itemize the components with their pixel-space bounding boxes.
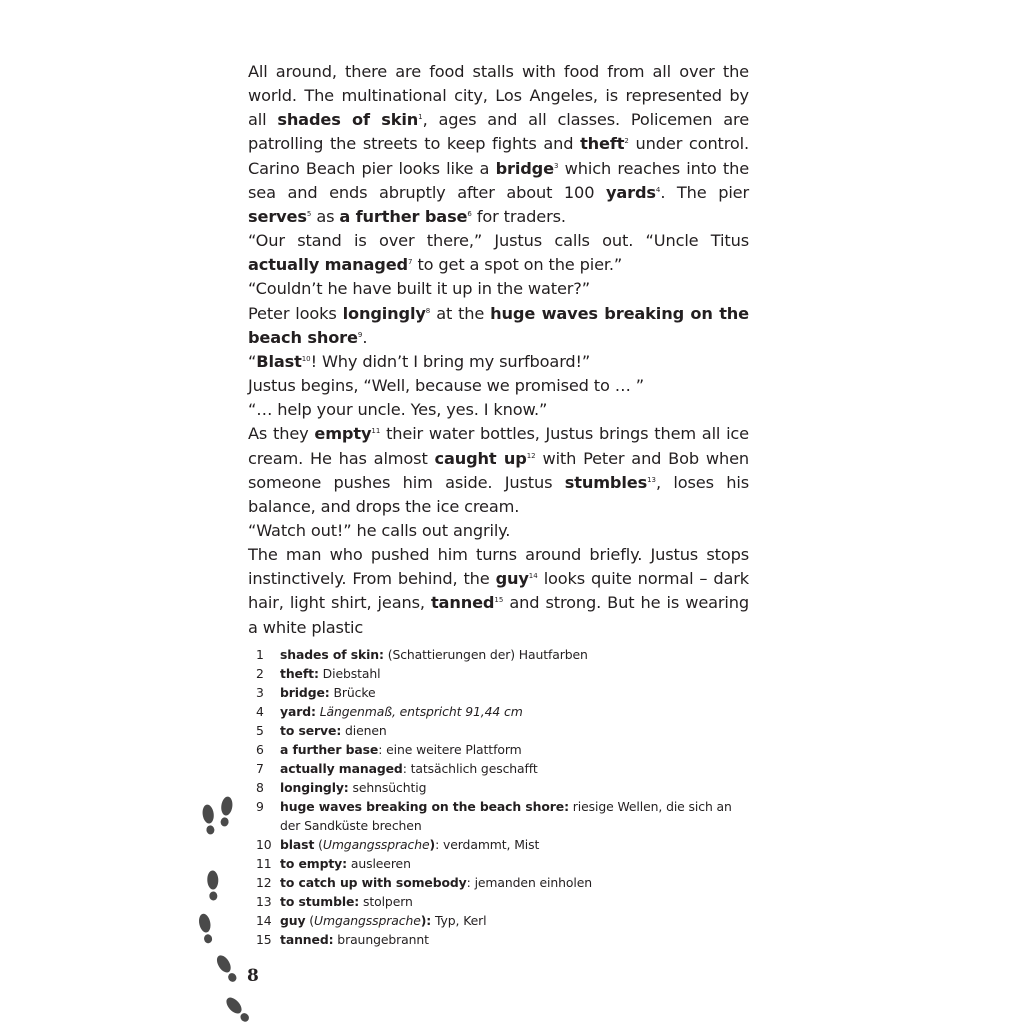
- footnote-ref: 7: [407, 258, 413, 267]
- text-run: , loses his balance, and drops the ice cream.: [248, 472, 749, 516]
- footnote-number: 12: [256, 875, 272, 890]
- text-run: with Peter and Bob when someone pushes him aside. Justus: [248, 448, 749, 492]
- vocab-term: to serve:: [280, 723, 342, 738]
- vocab-term: theft:: [280, 666, 319, 681]
- vocab-term: ):: [420, 913, 432, 928]
- text-run: Brücke: [329, 685, 376, 700]
- footnote-number: 9: [256, 799, 264, 814]
- text-run: Justus begins, “Well, because we promised to … ”: [248, 376, 645, 396]
- footnote-number: 11: [256, 856, 272, 871]
- text-run: dienen: [341, 723, 387, 738]
- text-run: ! Why didn’t I bring my surfboard!”: [310, 351, 591, 371]
- vocab-term: to stumble:: [280, 894, 360, 909]
- text-run: under control. Carino Beach pier looks like a: [248, 134, 749, 178]
- text-run: (: [305, 913, 315, 928]
- footprint-single: [207, 870, 219, 900]
- text-run: braungebrannt: [333, 932, 429, 947]
- footnote-ref: 11: [371, 427, 381, 436]
- vocab-term: caught up: [434, 448, 527, 468]
- vocab-term: to catch up with somebody: [280, 875, 467, 890]
- text-run: and strong. But he is wearing a white plastic: [248, 593, 749, 637]
- text-run: , ages and all classes. Policemen are patrolling the streets to keep fights and: [248, 110, 749, 154]
- footnote-ref: 13: [647, 475, 657, 484]
- footnote-ref: 14: [528, 572, 538, 581]
- vocab-term: tanned:: [280, 932, 334, 947]
- vocab-term: serves: [248, 206, 307, 226]
- vocab-term: Blast: [256, 351, 302, 371]
- text-run: : tatsächlich geschafft: [402, 761, 538, 776]
- vocab-term: a further base: [280, 742, 379, 757]
- vocab-term: actually managed: [280, 761, 403, 776]
- text-run: to get a spot on the pier.”: [412, 255, 623, 275]
- footnote-ref: 12: [526, 451, 536, 460]
- vocab-term: bridge:: [280, 685, 330, 700]
- vocab-term: stumbles: [564, 472, 648, 492]
- footnote-ref: 3: [553, 161, 559, 170]
- vocab-term: shades of skin:: [280, 647, 384, 662]
- footnote-ref: 10: [301, 354, 311, 363]
- footnote-number: 3: [256, 685, 264, 700]
- vocab-term: to empty:: [280, 856, 347, 871]
- text-run: sehnsüchtig: [348, 780, 427, 795]
- footnote-number: 5: [256, 723, 264, 738]
- vocab-term: longingly:: [280, 780, 349, 795]
- footnote-ref: 1: [418, 113, 423, 122]
- vocab-term: a further base: [339, 206, 468, 226]
- vocab-term: yard:: [280, 704, 316, 719]
- text-run: (: [314, 837, 323, 852]
- text-run: as: [311, 206, 340, 226]
- vocab-term: yards: [605, 182, 656, 202]
- italic-text: Umgangssprache: [322, 837, 430, 852]
- vocab-term: actually managed: [248, 255, 408, 275]
- text-run: . The pier: [660, 182, 749, 202]
- text-run: All around, there are food stalls with food from all over the world. The multinational city, Los Angeles, is represented by all: [248, 62, 749, 130]
- text-run: (Schattierungen der) Hautfarben: [383, 647, 588, 662]
- footnote-number: 4: [256, 704, 264, 719]
- footnote-number: 14: [256, 913, 272, 928]
- footnote-ref: 6: [467, 209, 472, 218]
- vocab-term: guy: [495, 569, 529, 589]
- footnote-number: 1: [256, 647, 264, 662]
- vocab-term: ): [429, 837, 436, 852]
- vocab-term: blast: [280, 837, 315, 852]
- footnote-number: 8: [256, 780, 264, 795]
- text-run: : verdammt, Mist: [435, 837, 540, 852]
- vocab-term: empty: [314, 424, 372, 444]
- vocab-term: tanned: [430, 593, 495, 613]
- text-run: riesige Wellen, die sich an der Sandküste brechen: [280, 799, 732, 833]
- italic-text: Längenmaß, entspricht 91,44 cm: [319, 704, 523, 719]
- italic-text: Umgangssprache: [314, 913, 421, 928]
- footnote-number: 10: [256, 837, 272, 852]
- footprint-pair: [201, 796, 233, 835]
- footnote-ref: 4: [655, 185, 661, 194]
- text-run: Typ, Kerl: [431, 913, 487, 928]
- text-run: ausleeren: [347, 856, 411, 871]
- text-run: As they: [248, 424, 315, 444]
- text-run: : eine weitere Plattform: [378, 742, 522, 757]
- text-run: which reaches into the sea and ends abruptly after about 100: [248, 158, 750, 202]
- footnote-number: 13: [256, 894, 272, 909]
- footnote-ref: 5: [306, 209, 312, 218]
- vocab-term: huge waves breaking on the beach shore:: [280, 799, 569, 814]
- text-run: : jemanden einholen: [466, 875, 593, 890]
- text-run: “: [248, 351, 257, 371]
- text-run: Peter looks: [248, 303, 343, 323]
- vocab-term: huge waves breaking on the beach shore: [248, 303, 749, 347]
- vocab-term: theft: [580, 134, 625, 154]
- footnote-ref: 8: [425, 306, 431, 315]
- footnote-number: 7: [256, 761, 264, 776]
- text-run: .: [362, 327, 368, 347]
- text-run: The man who pushed him turns around briefly. Justus stops instinctively. From behind, the: [248, 545, 749, 589]
- footnote-number: 2: [256, 666, 264, 681]
- text-run: “… help your uncle. Yes, yes. I know.”: [248, 400, 548, 420]
- footnote-number: 6: [256, 742, 264, 757]
- text-run: for traders.: [471, 206, 566, 226]
- text-run: stolpern: [359, 894, 413, 909]
- footprint-single: [224, 995, 252, 1024]
- footprint-single: [214, 953, 239, 984]
- vocab-term: shades of skin: [277, 110, 419, 130]
- page-number: 8: [247, 966, 259, 986]
- text-run: “Our stand is over there,” Justus calls out. “Uncle Titus: [248, 231, 749, 251]
- text-run: looks quite normal – dark hair, light shirt, jeans,: [248, 569, 749, 613]
- footprint-single: [197, 913, 214, 945]
- vocab-term: guy: [280, 913, 306, 928]
- text-run: “Watch out!” he calls out angrily.: [248, 520, 511, 540]
- vocab-term: bridge: [495, 158, 554, 178]
- footnote-ref: 2: [624, 137, 629, 146]
- text-run: their water bottles, Justus brings them all ice cream. He has almost: [248, 424, 749, 468]
- footnote-number: 15: [256, 932, 272, 947]
- text-run: “Couldn’t he have built it up in the water?”: [248, 279, 590, 299]
- text-run: Diebstahl: [318, 666, 381, 681]
- footnote-ref: 9: [357, 330, 363, 339]
- footnote-ref: 15: [494, 596, 504, 605]
- vocab-term: longingly: [342, 303, 426, 323]
- text-run: at the: [430, 303, 491, 323]
